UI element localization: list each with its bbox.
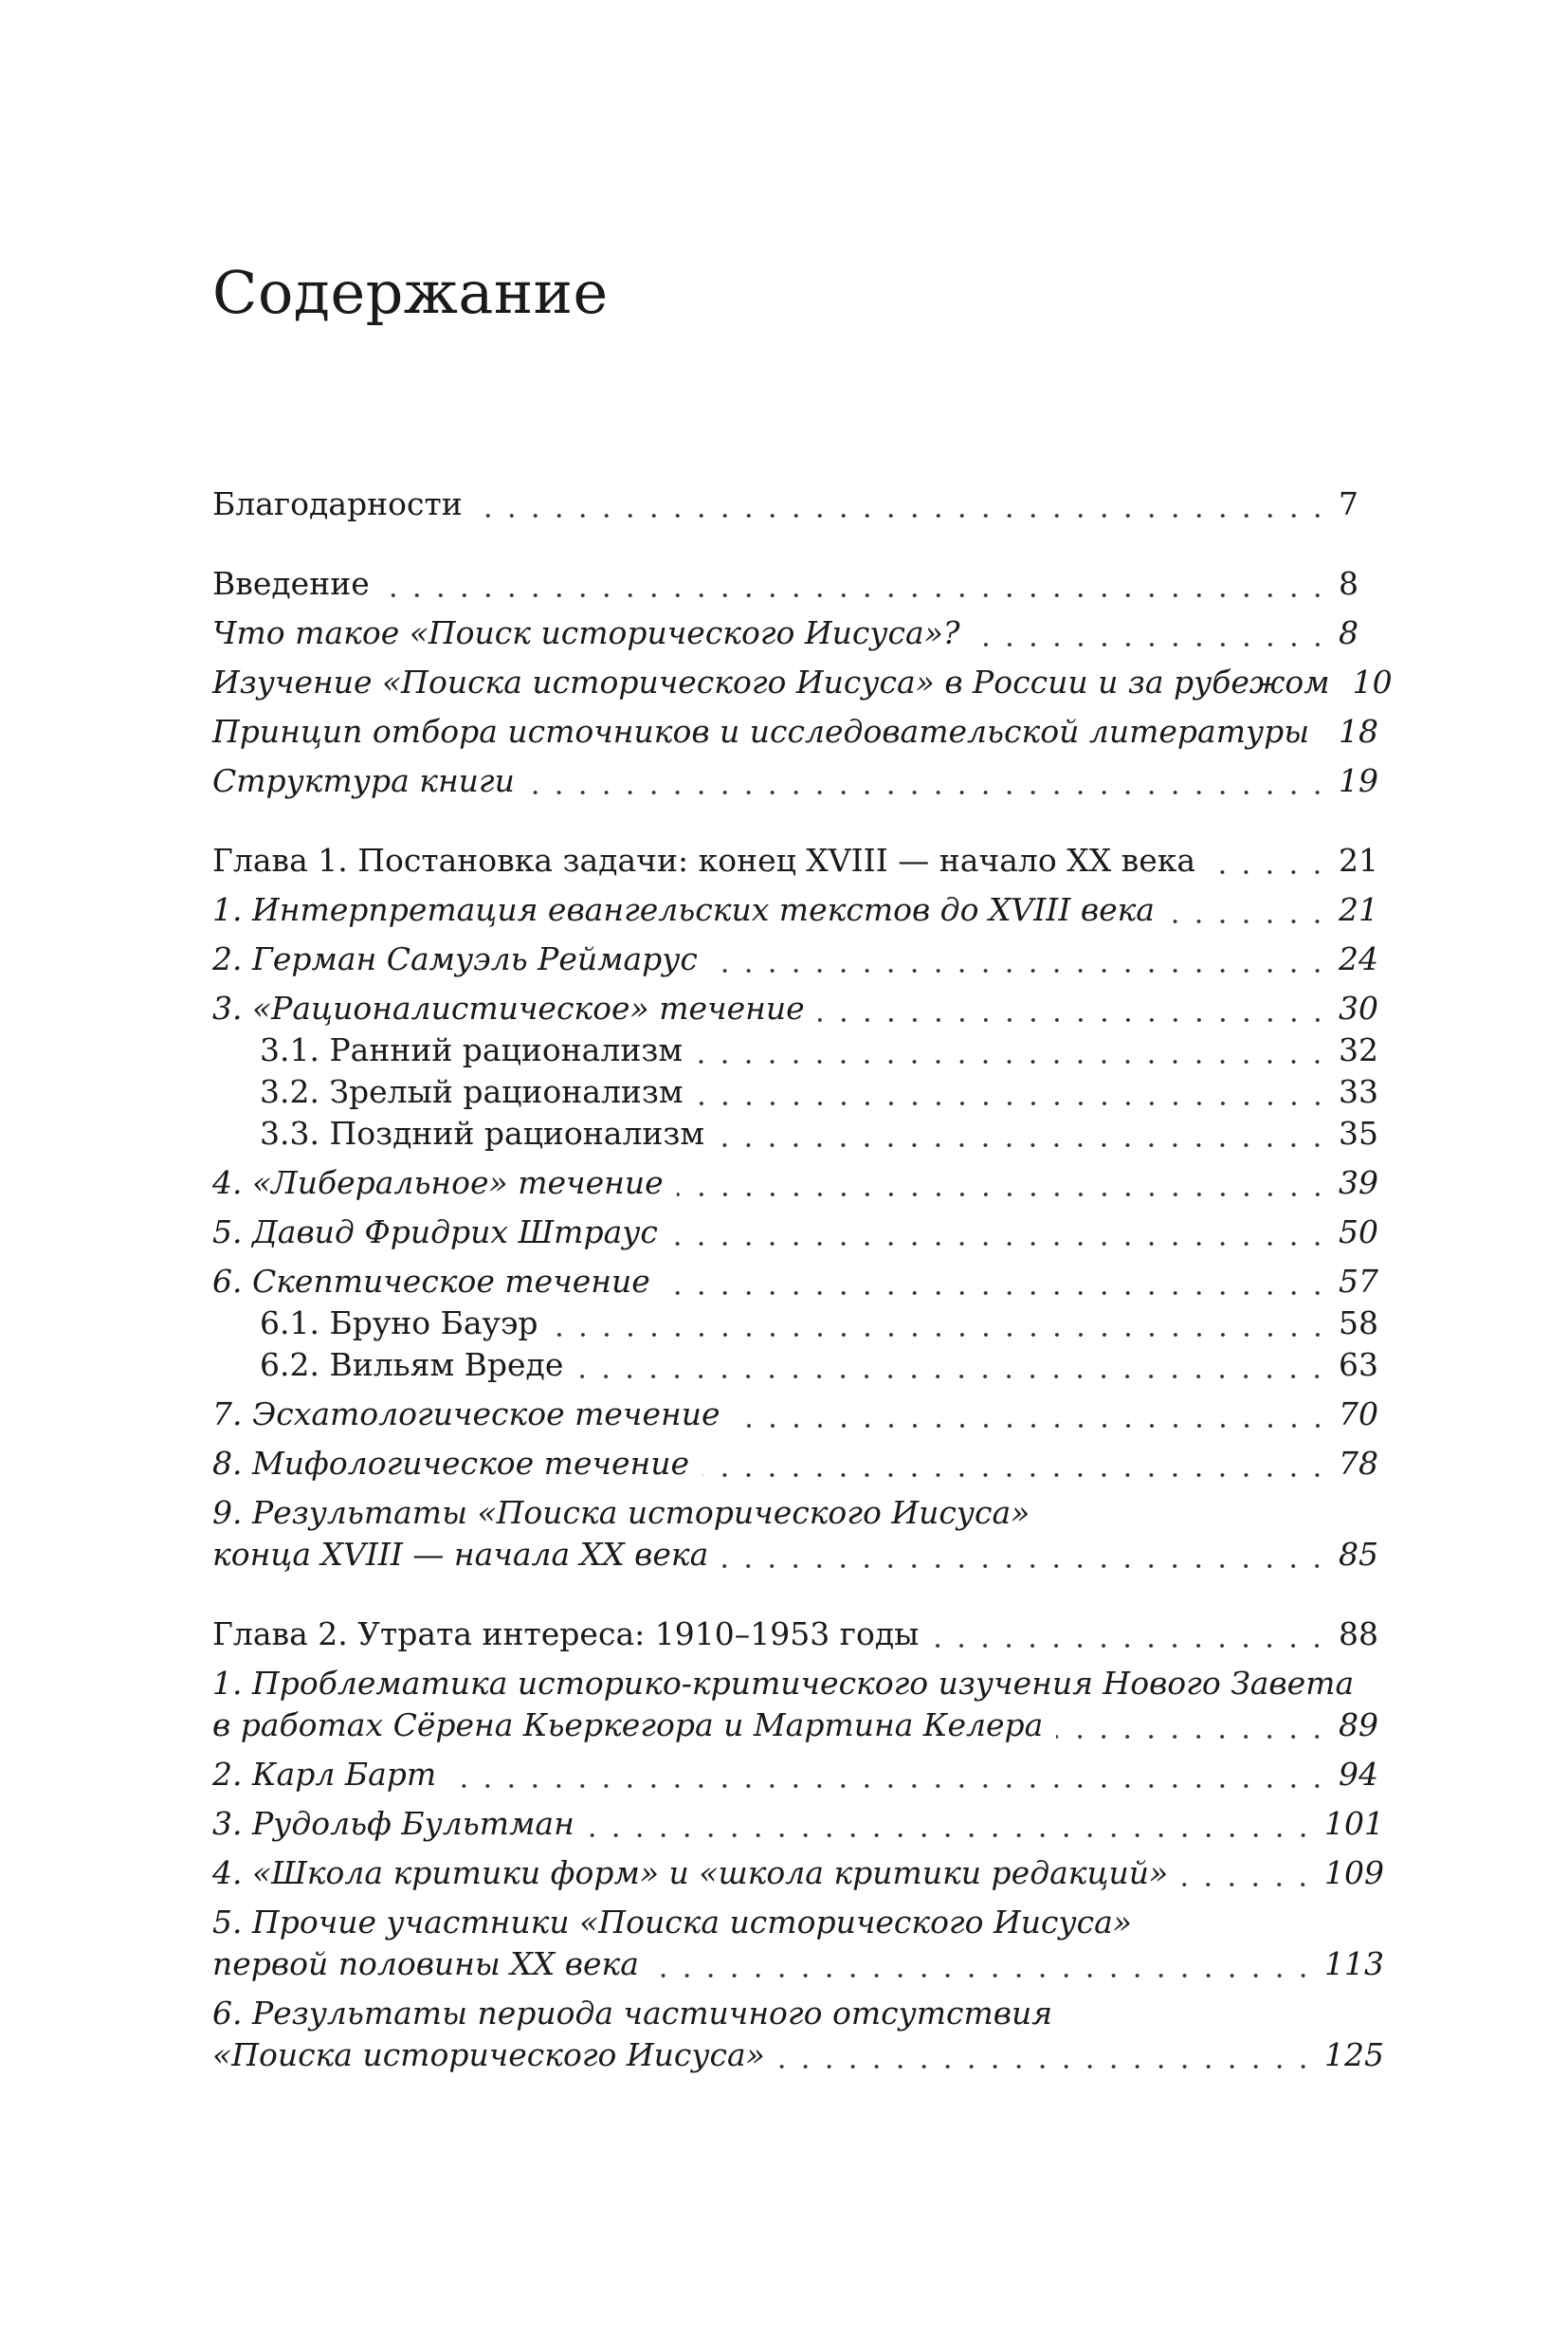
toc-entry-page: 7 (1339, 485, 1358, 522)
toc-entry-page: 63 (1339, 1346, 1378, 1383)
toc-entry-2-5[interactable] (212, 1902, 1384, 1985)
toc-entry-title: Структура книги (212, 762, 515, 799)
toc-entry-page: 101 (1324, 1805, 1384, 1842)
toc-entry-2-4[interactable] (212, 1852, 1384, 1894)
toc-entry-page: 70 (1339, 1395, 1378, 1432)
toc-entry-title: 2. Герман Самуэль Реймарус (212, 940, 698, 977)
toc-entry-source-selection[interactable] (212, 711, 1384, 753)
toc-entry-1-6-1[interactable] (212, 1303, 1384, 1344)
toc-entry-2-6[interactable] (212, 1993, 1384, 2076)
dot-leader (1322, 740, 1329, 746)
toc-entry-page: 78 (1339, 1445, 1378, 1482)
toc-entry-what-is-quest[interactable] (212, 612, 1384, 654)
toc-entry-title: 6.2. Вильям Вреде (260, 1346, 564, 1383)
dot-leader (932, 1643, 1329, 1649)
page-title: Содержание (212, 258, 609, 327)
toc-entry-page: 24 (1339, 940, 1378, 977)
dot-leader (702, 1472, 1329, 1478)
toc-entry-page: 8 (1339, 614, 1358, 651)
toc-entry-page: 50 (1339, 1213, 1378, 1250)
toc-entry-title-line1: 1. Проблематика историко-критического изучения Нового Завета (212, 1665, 1355, 1702)
toc-entry-page: 10 (1352, 664, 1393, 701)
toc-entry-title: 6. Скептическое течение (212, 1263, 650, 1300)
toc-entry-chapter-1[interactable] (212, 840, 1384, 882)
toc-entry-page: 18 (1339, 713, 1378, 750)
toc-entry-title-line1: 6. Результаты периода частичного отсутствия (212, 1995, 1053, 2032)
toc-entry-title: Благодарности (212, 485, 463, 522)
toc-entry-1-6[interactable] (212, 1261, 1384, 1303)
toc-entry-2-3[interactable] (212, 1803, 1384, 1845)
dot-leader (818, 1017, 1329, 1023)
toc-entry-title: 5. Давид Фридрих Штраус (212, 1213, 658, 1250)
toc-entry-1-3-1[interactable] (212, 1030, 1384, 1071)
toc-entry-1-7[interactable] (212, 1394, 1384, 1435)
dot-leader (1181, 1882, 1315, 1887)
toc-entry-1-3-3[interactable] (212, 1113, 1384, 1155)
dot-leader (1209, 869, 1329, 875)
toc-entry-page: 8 (1339, 565, 1358, 602)
dot-leader (677, 1192, 1329, 1197)
toc-entry-chapter-2[interactable] (212, 1613, 1384, 1655)
toc-entry-title: Глава 1. Постановка задачи: конец XVIII — начало XX века (212, 842, 1196, 879)
toc-entry-page: 58 (1339, 1304, 1378, 1341)
toc-entry-page: 85 (1339, 1536, 1378, 1573)
toc-entry-title-line2: «Поиска исторического Иисуса» (212, 2036, 765, 2073)
toc-entry-title: Глава 2. Утрата интереса: 1910–1953 годы (212, 1615, 920, 1652)
toc-entry-2-2[interactable] (212, 1754, 1384, 1795)
toc-entry-title: 3. «Рационалистическое» течение (212, 990, 805, 1027)
toc-entry-page: 57 (1339, 1263, 1378, 1300)
toc-entry-title-line2: конца XVIII — начала XX века (212, 1536, 709, 1573)
toc-entry-title: 8. Мифологическое течение (212, 1445, 690, 1482)
toc-entry-title: 1. Интерпретация евангельских текстов до XVIII века (212, 891, 1155, 928)
toc-entry-1-2[interactable] (212, 939, 1384, 980)
toc-entry-introduction[interactable] (212, 563, 1384, 605)
dot-leader (734, 1423, 1330, 1429)
toc-entry-page: 94 (1339, 1756, 1378, 1793)
toc-entry-1-9[interactable] (212, 1492, 1384, 1576)
dot-leader (528, 790, 1329, 795)
toc-entry-title: Введение (212, 565, 370, 602)
toc-entry-study-russia-abroad[interactable] (212, 662, 1393, 703)
dot-leader (652, 1973, 1315, 1978)
dot-leader (721, 1563, 1329, 1569)
toc-entry-title: 3.2. Зрелый рационализм (260, 1073, 684, 1110)
dot-leader (449, 1783, 1329, 1789)
dot-leader (696, 1059, 1329, 1065)
toc-entry-page: 35 (1339, 1115, 1378, 1152)
toc-entry-title: 3.1. Ранний рационализм (260, 1031, 683, 1068)
toc-entry-page: 89 (1339, 1706, 1378, 1743)
toc-entry-title: 2. Карл Барт (212, 1756, 437, 1793)
toc-entry-page: 30 (1339, 990, 1378, 1027)
dot-leader (1056, 1734, 1329, 1740)
toc-entry-page: 113 (1324, 1945, 1384, 1982)
toc-entry-page: 88 (1339, 1615, 1378, 1652)
dot-leader (588, 1832, 1315, 1838)
toc-entry-page: 21 (1339, 891, 1378, 928)
dot-leader (383, 592, 1329, 598)
dot-leader (671, 1241, 1329, 1247)
toc-entry-title-line2: первой половины XX века (212, 1945, 639, 1982)
toc-entry-1-3-2[interactable] (212, 1071, 1384, 1113)
toc-entry-title: 3.3. Поздний рационализм (260, 1115, 705, 1152)
toc-entry-1-8[interactable] (212, 1443, 1384, 1485)
toc-entry-acknowledgements[interactable] (212, 483, 1384, 525)
toc-entry-title: Изучение «Поиска исторического Иисуса» в России и за рубежом (212, 664, 1330, 701)
toc-entry-page: 33 (1339, 1073, 1378, 1110)
toc-entry-page: 125 (1324, 2036, 1384, 2073)
toc-entry-1-6-2[interactable] (212, 1344, 1384, 1386)
dot-leader (664, 1290, 1329, 1296)
toc-entry-1-1[interactable] (212, 889, 1384, 931)
toc-entry-page: 32 (1339, 1031, 1378, 1068)
toc-entry-title: 4. «Либеральное» течение (212, 1164, 664, 1201)
dot-leader (476, 513, 1329, 519)
toc-entry-2-1[interactable] (212, 1663, 1384, 1746)
dot-leader (974, 642, 1329, 647)
dot-leader (552, 1332, 1329, 1338)
toc-entry-page: 21 (1339, 842, 1378, 879)
toc-entry-title-line1: 9. Результаты «Поиска исторического Иисуса» (212, 1494, 1030, 1531)
dot-leader (718, 1142, 1329, 1148)
dot-leader (576, 1374, 1329, 1379)
toc-entry-page: 109 (1324, 1854, 1384, 1891)
toc-entry-title-line1: 5. Прочие участники «Поиска исторического Иисуса» (212, 1904, 1132, 1941)
toc-entry-title: 3. Рудольф Бультман (212, 1805, 574, 1842)
toc-entry-1-5[interactable] (212, 1212, 1384, 1253)
table-of-contents (212, 483, 1393, 2076)
dot-leader (697, 1101, 1329, 1106)
toc-entry-title: 7. Эсхатологическое течение (212, 1395, 720, 1432)
toc-entry-title: Принцип отбора источников и исследовательской литературы (212, 713, 1310, 750)
dot-leader (778, 2064, 1315, 2069)
toc-entry-title-line2: в работах Сёрена Кьеркегора и Мартина Келера (212, 1706, 1044, 1743)
toc-entry-1-3[interactable] (212, 988, 1384, 1030)
toc-entry-1-4[interactable] (212, 1162, 1384, 1204)
toc-entry-title: 6.1. Бруно Бауэр (260, 1304, 538, 1341)
toc-entry-title: 4. «Школа критики форм» и «школа критики редакций» (212, 1854, 1169, 1891)
dot-leader (711, 968, 1329, 974)
toc-entry-page: 19 (1339, 762, 1378, 799)
toc-entry-page: 39 (1339, 1164, 1378, 1201)
toc-entry-book-structure[interactable] (212, 760, 1384, 802)
toc-entry-title: Что такое «Поиск исторического Иисуса»? (212, 614, 960, 651)
dot-leader (1168, 919, 1329, 924)
